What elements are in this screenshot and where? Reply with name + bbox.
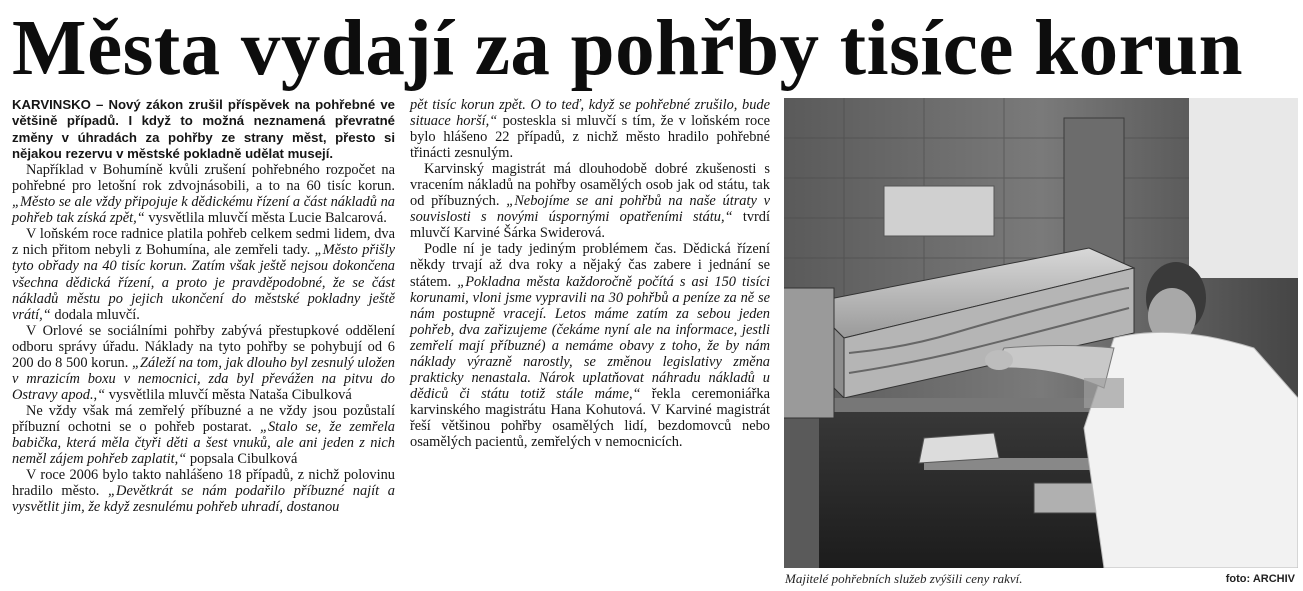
photo-caption: Majitelé pohřebních služeb zvýšili ceny rakví.: [785, 571, 1023, 586]
paragraph: V Orlové se sociálními pohřby zabývá přestupkové oddělení odboru správy úřadu. Náklady na tyto pohřby se pohybují od 6 200 do 8 500 korun. „Záleží na tom, jak dlouho byl zesnulý uložen v mrazicím boxu v nemocnici, zda byl převážen na pitvu do Ostravy apod.,“ vysvětlila mluvčí města Nataša Cibulková: [12, 322, 396, 403]
article-column-1: [12, 97, 395, 515]
paragraph: V loňském roce radnice platila pohřeb celkem sedmi lidem, dva z nich přitom nebyli z Bohumína, ale zemřeli tady. „Město přišly tyto obřady na 40 tisíc korun. Zatím však ještě nejsou dokončena všechna dědická řízení, a proto je pravděpodobné, že se část nákladů městu po jejich ukončení do městské pokladny ještě vrátí,“ dodala mluvčí.: [12, 226, 395, 323]
lead-place: KARVINSKO: [12, 97, 91, 112]
paragraph: Například v Bohumíně kvůli zrušení pohřebného rozpočet na pohřebné pro letošní rok zdvojnásobili, a to na 60 tisíc korun. „Město se ale vždy připojuje k dědickému řízení a část nákladů na pohřeb tak získá zpět,“ vysvětlila mluvčí města Lucie Balcarová.: [12, 162, 395, 227]
headline: Města vydají za pohřby tisíce korun: [12, 5, 1244, 92]
paragraph: pět tisíc korun zpět. O to teď, když se pohřebné zrušilo, bude situace horší,“ posteskla si mluvčí s tím, že v loňském roce bylo hlášeno 22 případů, z nichž město hradilo pohřebné třinácti zesnulým.: [410, 97, 770, 162]
photo-credit: foto: ARCHIV: [1225, 573, 1295, 585]
paragraph: V roce 2006 bylo takto nahlášeno 18 případů, z nichž polovinu hradilo město. „Devětkrát se nám podařilo příbuzné najít a vysvětlit jim, že když zesnulému pohřeb uhradí, dostanou: [12, 467, 395, 516]
lead-text: – Nový zákon zrušil příspěvek na pohřebné ve většině případů. I když to možná neznamená převratné změny v úhradách za pohřby ze strany měst, přesto si nějakou rezervu v městské pokladně udělat musejí.: [12, 97, 395, 161]
paragraph: Karvinský magistrát má dlouhodobě dobré zkušenosti s vracením nákladů na pohřby osamělých osob jak od státu, tak od příbuzných. „Nebojíme se ani pohřbů na naše útraty v souvislosti s novými úspornými opatřeními státu,“ tvrdí mluvčí Karviné Šárka Swiderová.: [410, 161, 771, 242]
paragraph: Ne vždy však má zemřelý příbuzné a ne vždy jsou pozůstalí příbuzní ochotni se o pohřeb postarat. „Stalo se, že zemřela babička, která měla čtyři děti a šest vnuků, ale ani jeden z nich neměl zájem pohřeb zaplatit,“ popsala Cibulková: [12, 402, 395, 468]
article-column-2: [410, 97, 770, 450]
photo-illustration: [784, 98, 1298, 568]
article-lead: [12, 97, 395, 162]
paragraph: Podle ní je tady jediným problémem čas. Dědická řízení někdy trvají až dva roky a nějaký čas zabere i jednání se státem. „Pokladna města každoročně počítá s asi 150 tisíci korunami, vloni jsme vypravili na 30 pohřbů a peníze za ně se nám postupně vracejí. Letos máme zatím za sebou jeden pohřeb, dva zařizujeme (čekáme nyní ale na informace, jestli zemřelí mají příbuzné) a nemáme obavy z toho, že by nám náklady výrazně narostly, se změnou legislativy změna prakticky nenastala. Nárok uplatňovat náhradu nákladů u dědiců či státu totiž stále máme,“ řekla ceremoniářka karvinského magistrátu Hana Kohutová. V Karviné magistrát řeší většinou pohřby osamělých lidí, bezdomovců nebo osamělých pacientů, zemřelých v nemocnicích.: [410, 241, 770, 450]
photo-coffin-workshop: [784, 98, 1298, 568]
